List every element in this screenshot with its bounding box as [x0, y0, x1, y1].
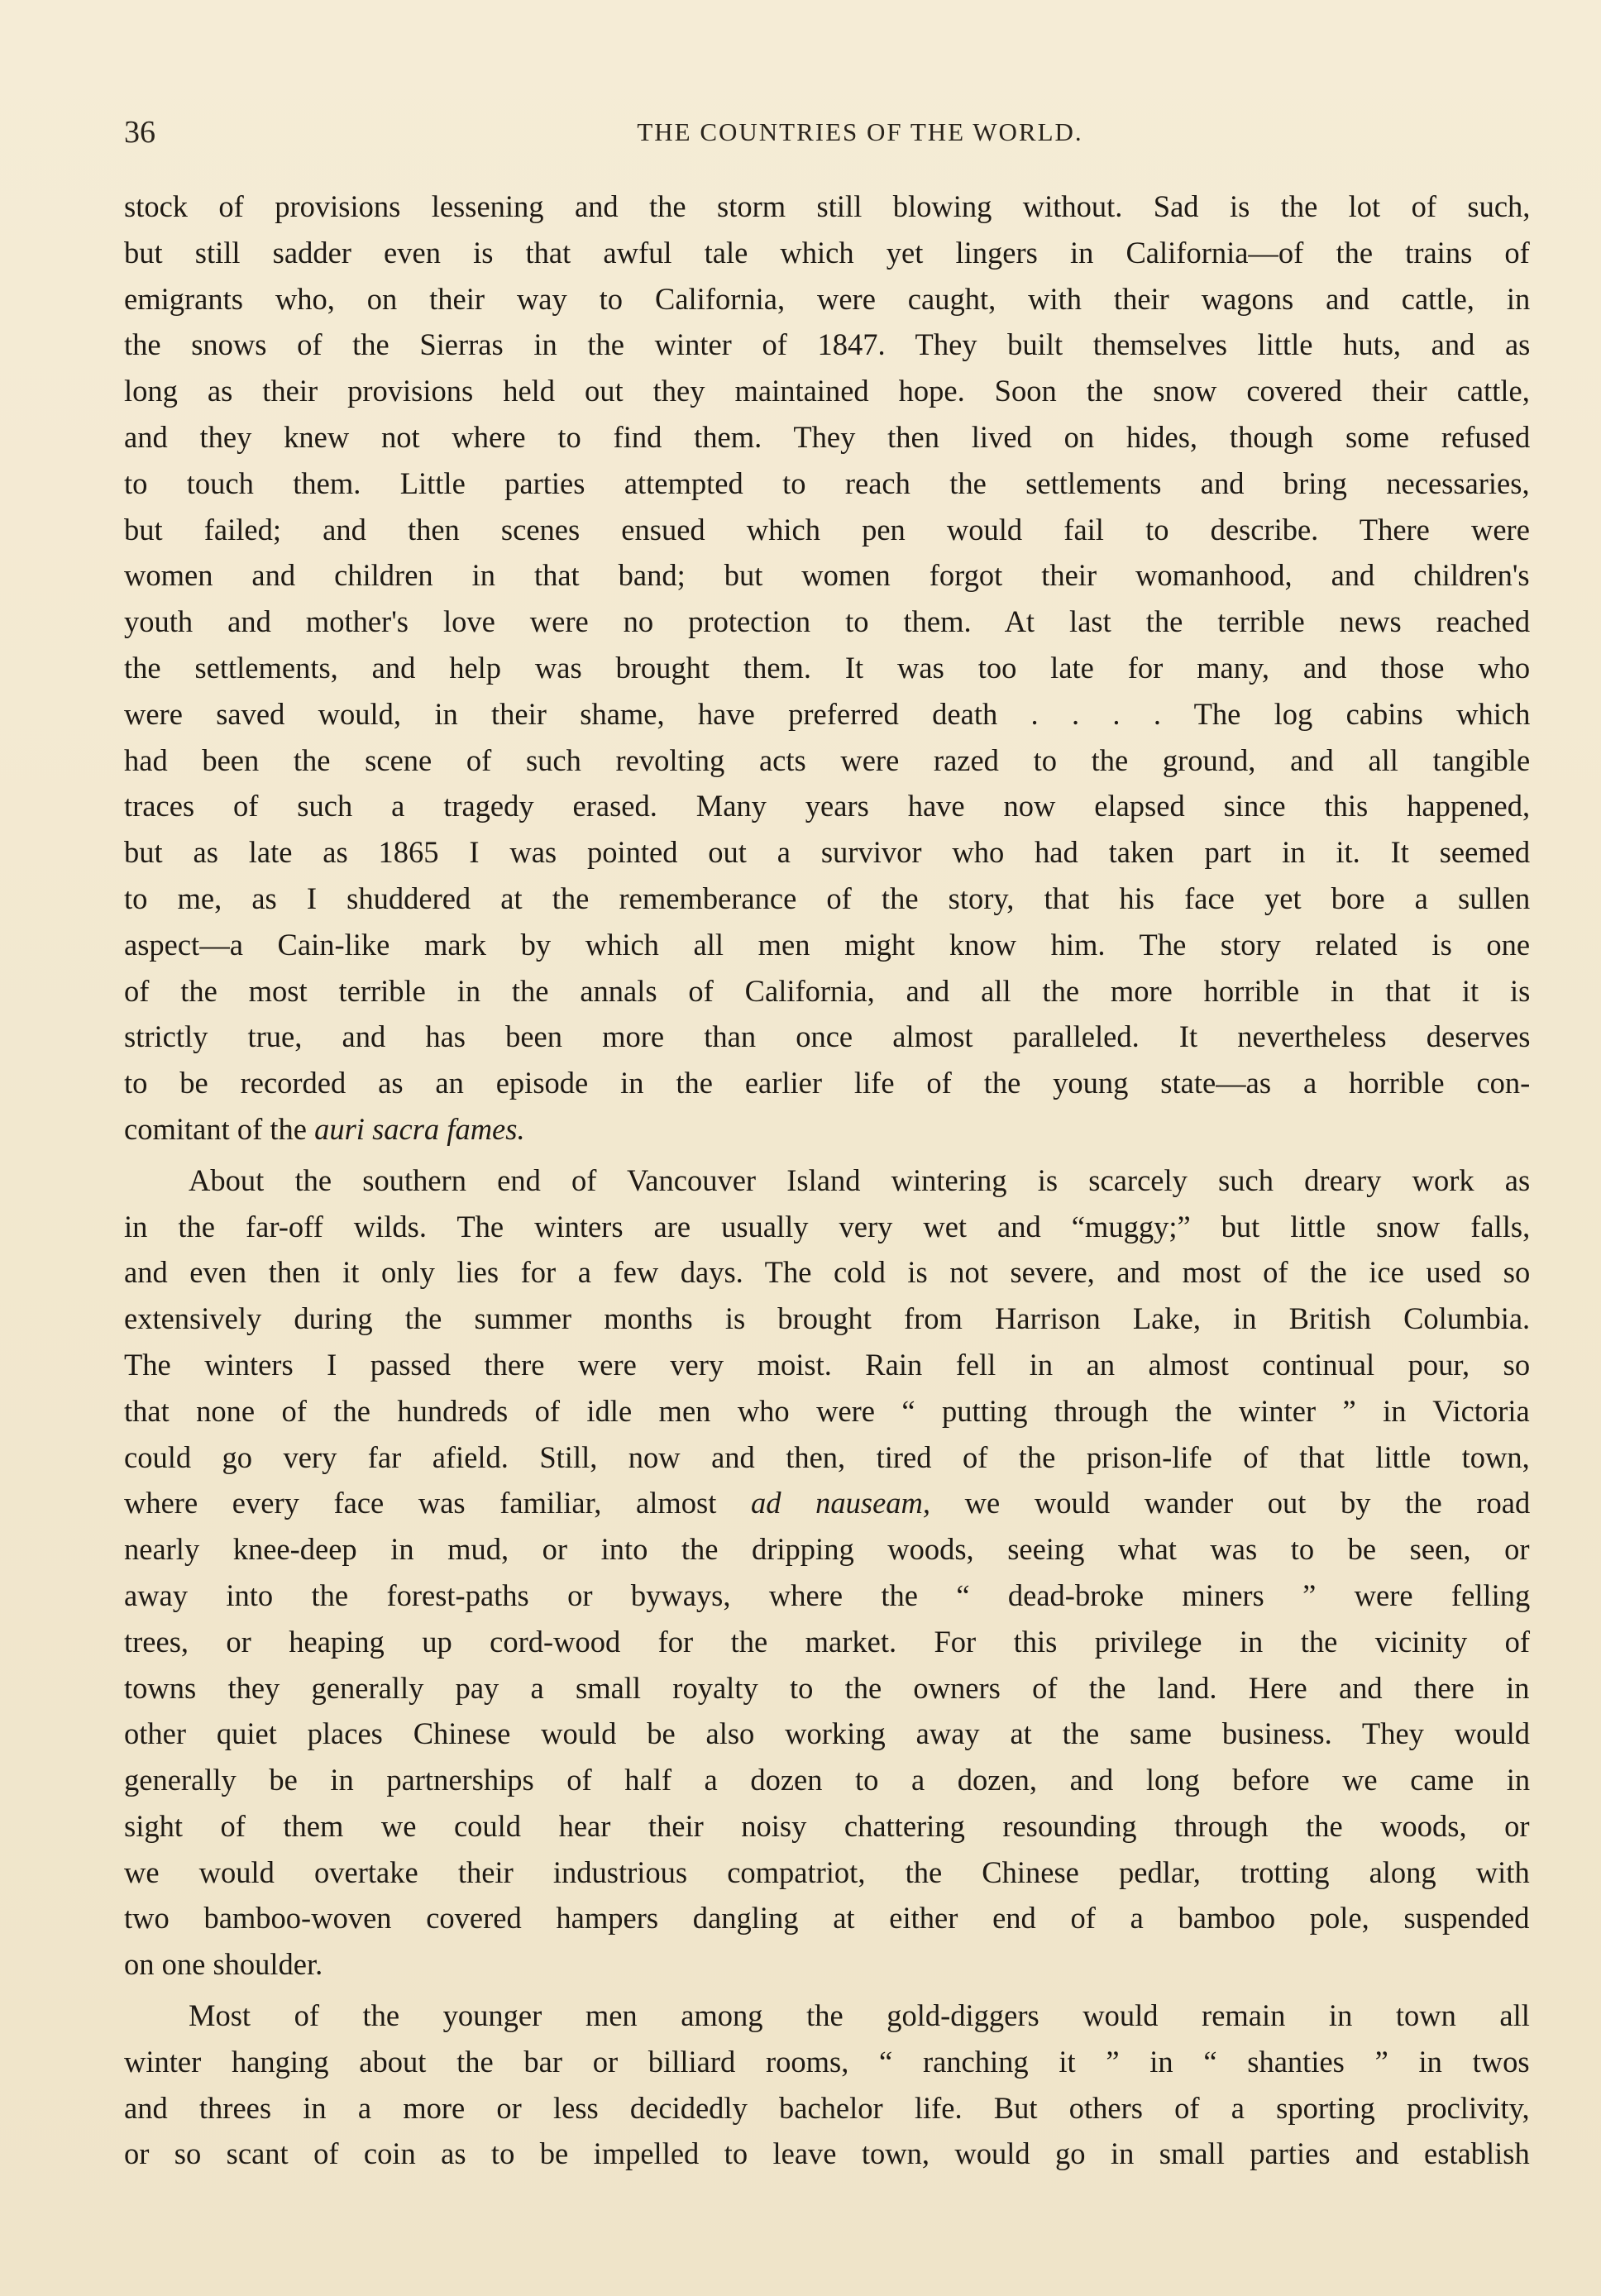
text-line: had been the scene of such revolting acts were razed to the ground, and all tangible: [124, 742, 1531, 777]
text-line: we would overtake their industrious compatriot, the Chinese pedlar, trotting along with: [124, 1854, 1530, 1889]
text-line: but still sadder even is that awful tale which yet lingers in California—of the trains of: [124, 235, 1530, 270]
text-line: and threes in a more or less decidedly bachelor life. But others of a sporting proclivity,: [124, 2090, 1530, 2125]
text-line: but as late as 1865 I was pointed out a survivor who had taken part in it. It seemed: [124, 835, 1531, 870]
text-line: of the most terrible in the annals of California, and all the more horrible in that it is: [124, 973, 1531, 1008]
text-run: we would wander out by the road: [930, 1486, 1531, 1520]
text-line: in the far-off wilds. The winters are usually very wet and “muggy;” but little snow falls,: [124, 1209, 1531, 1243]
text-line: or so scant of coin as to be impelled to leave town, would go in small parties and establish: [124, 2136, 1530, 2171]
text-line: The winters I passed there were very moist. Rain fell in an almost continual pour, so: [124, 1347, 1531, 1382]
text-line: women and children in that band; but women forgot their womanhood, and children's: [124, 558, 1530, 593]
text-line: away into the forest-paths or byways, where the “ dead-broke miners ” were felling: [124, 1578, 1531, 1612]
text-line: to me, as I shuddered at the rememberance of the story, that his face yet bore a sullen: [124, 881, 1531, 915]
latin-phrase: ad nauseam,: [751, 1486, 931, 1520]
text-line: on one shoulder.: [124, 1947, 323, 1982]
text-line: About the southern end of Vancouver Island wintering is scarcely such dreary work as: [189, 1162, 1531, 1197]
text-line: traces of such a tragedy erased. Many years have now elapsed since this happened,: [124, 789, 1531, 823]
text-line: but failed; and then scenes ensued which pen would fail to describe. There were: [124, 512, 1530, 547]
text-line: extensively during the summer months is brought from Harrison Lake, in British Columbia.: [124, 1301, 1531, 1336]
latin-phrase: auri sacra fames.: [314, 1111, 525, 1146]
text-line: long as their provisions held out they maintained hope. Soon the snow covered their cattle,: [124, 374, 1530, 408]
text-line: and even then it only lies for a few days. The cold is not severe, and most of the ice used so: [124, 1255, 1531, 1290]
text-line: [124, 1106, 1530, 1153]
text-line: trees, or heaping up cord-wood for the market. For this privilege in the vicinity of: [124, 1624, 1531, 1659]
page-number: 36: [124, 115, 155, 150]
text-line: sight of them we could hear their noisy chattering resounding through the woods, or: [124, 1808, 1530, 1843]
text-line: could go very far afield. Still, now and then, tired of the prison-life of that little town,: [124, 1439, 1530, 1474]
text-line: two bamboo-woven covered hampers dangling at either end of a bamboo pole, suspended: [124, 1901, 1530, 1936]
text-line: and they knew not where to find them. They then lived on hides, though some refused: [124, 419, 1531, 454]
text-run: where every face was familiar, almost: [124, 1486, 752, 1520]
text-line: nearly knee-deep in mud, or into the dripping woods, seeing what was to be seen, or: [124, 1532, 1530, 1567]
text-line: youth and mother's love were no protection to them. At last the terrible news reached: [124, 604, 1531, 639]
text-line: strictly true, and has been more than once almost paralleled. It nevertheless deserves: [124, 1019, 1531, 1054]
text-line: other quiet places Chinese would be also working away at the same business. They would: [124, 1716, 1531, 1751]
text-line: stock of provisions lessening and the storm still blowing without. Sad is the lot of such,: [124, 189, 1531, 223]
text-line: Most of the younger men among the gold-diggers would remain in town all: [189, 1998, 1530, 2033]
text-line: that none of the hundreds of idle men who were “ putting through the winter ” in Victoria: [124, 1393, 1530, 1428]
text-line: to be recorded as an episode in the earlier life of the young state—as a horrible con-: [124, 1066, 1531, 1100]
text-line: winter hanging about the bar or billiard rooms, “ ranching it ” in “ shanties ” in twos: [124, 2044, 1530, 2079]
text-run: comitant of the: [124, 1111, 315, 1146]
text-line: [124, 1480, 1530, 1526]
paragraph-3: [124, 1993, 1530, 2177]
paragraph-1: [124, 184, 1530, 1153]
text-line: the settlements, and help was brought them. It was too late for many, and those who: [124, 650, 1531, 685]
paragraph-2: [124, 1158, 1530, 1988]
text-line: were saved would, in their shame, have preferred death . . . . The log cabins which: [124, 696, 1531, 731]
running-head: [124, 114, 1530, 155]
text-line: aspect—a Cain-like mark by which all men might know him. The story related is one: [124, 927, 1531, 962]
text-line: to touch them. Little parties attempted to reach the settlements and bring necessaries,: [124, 465, 1530, 500]
text-line: emigrants who, on their way to California, were caught, with their wagons and cattle, in: [124, 281, 1531, 316]
body-text: [124, 184, 1530, 2182]
text-line: the snows of the Sierras in the winter of 1847. They built themselves little huts, and as: [124, 327, 1531, 362]
text-line: towns they generally pay a small royalty to the owners of the land. Here and there in: [124, 1670, 1530, 1705]
text-line: generally be in partnerships of half a dozen to a dozen, and long before we came in: [124, 1763, 1531, 1797]
running-title: THE COUNTRIES OF THE WORLD.: [637, 117, 1083, 146]
